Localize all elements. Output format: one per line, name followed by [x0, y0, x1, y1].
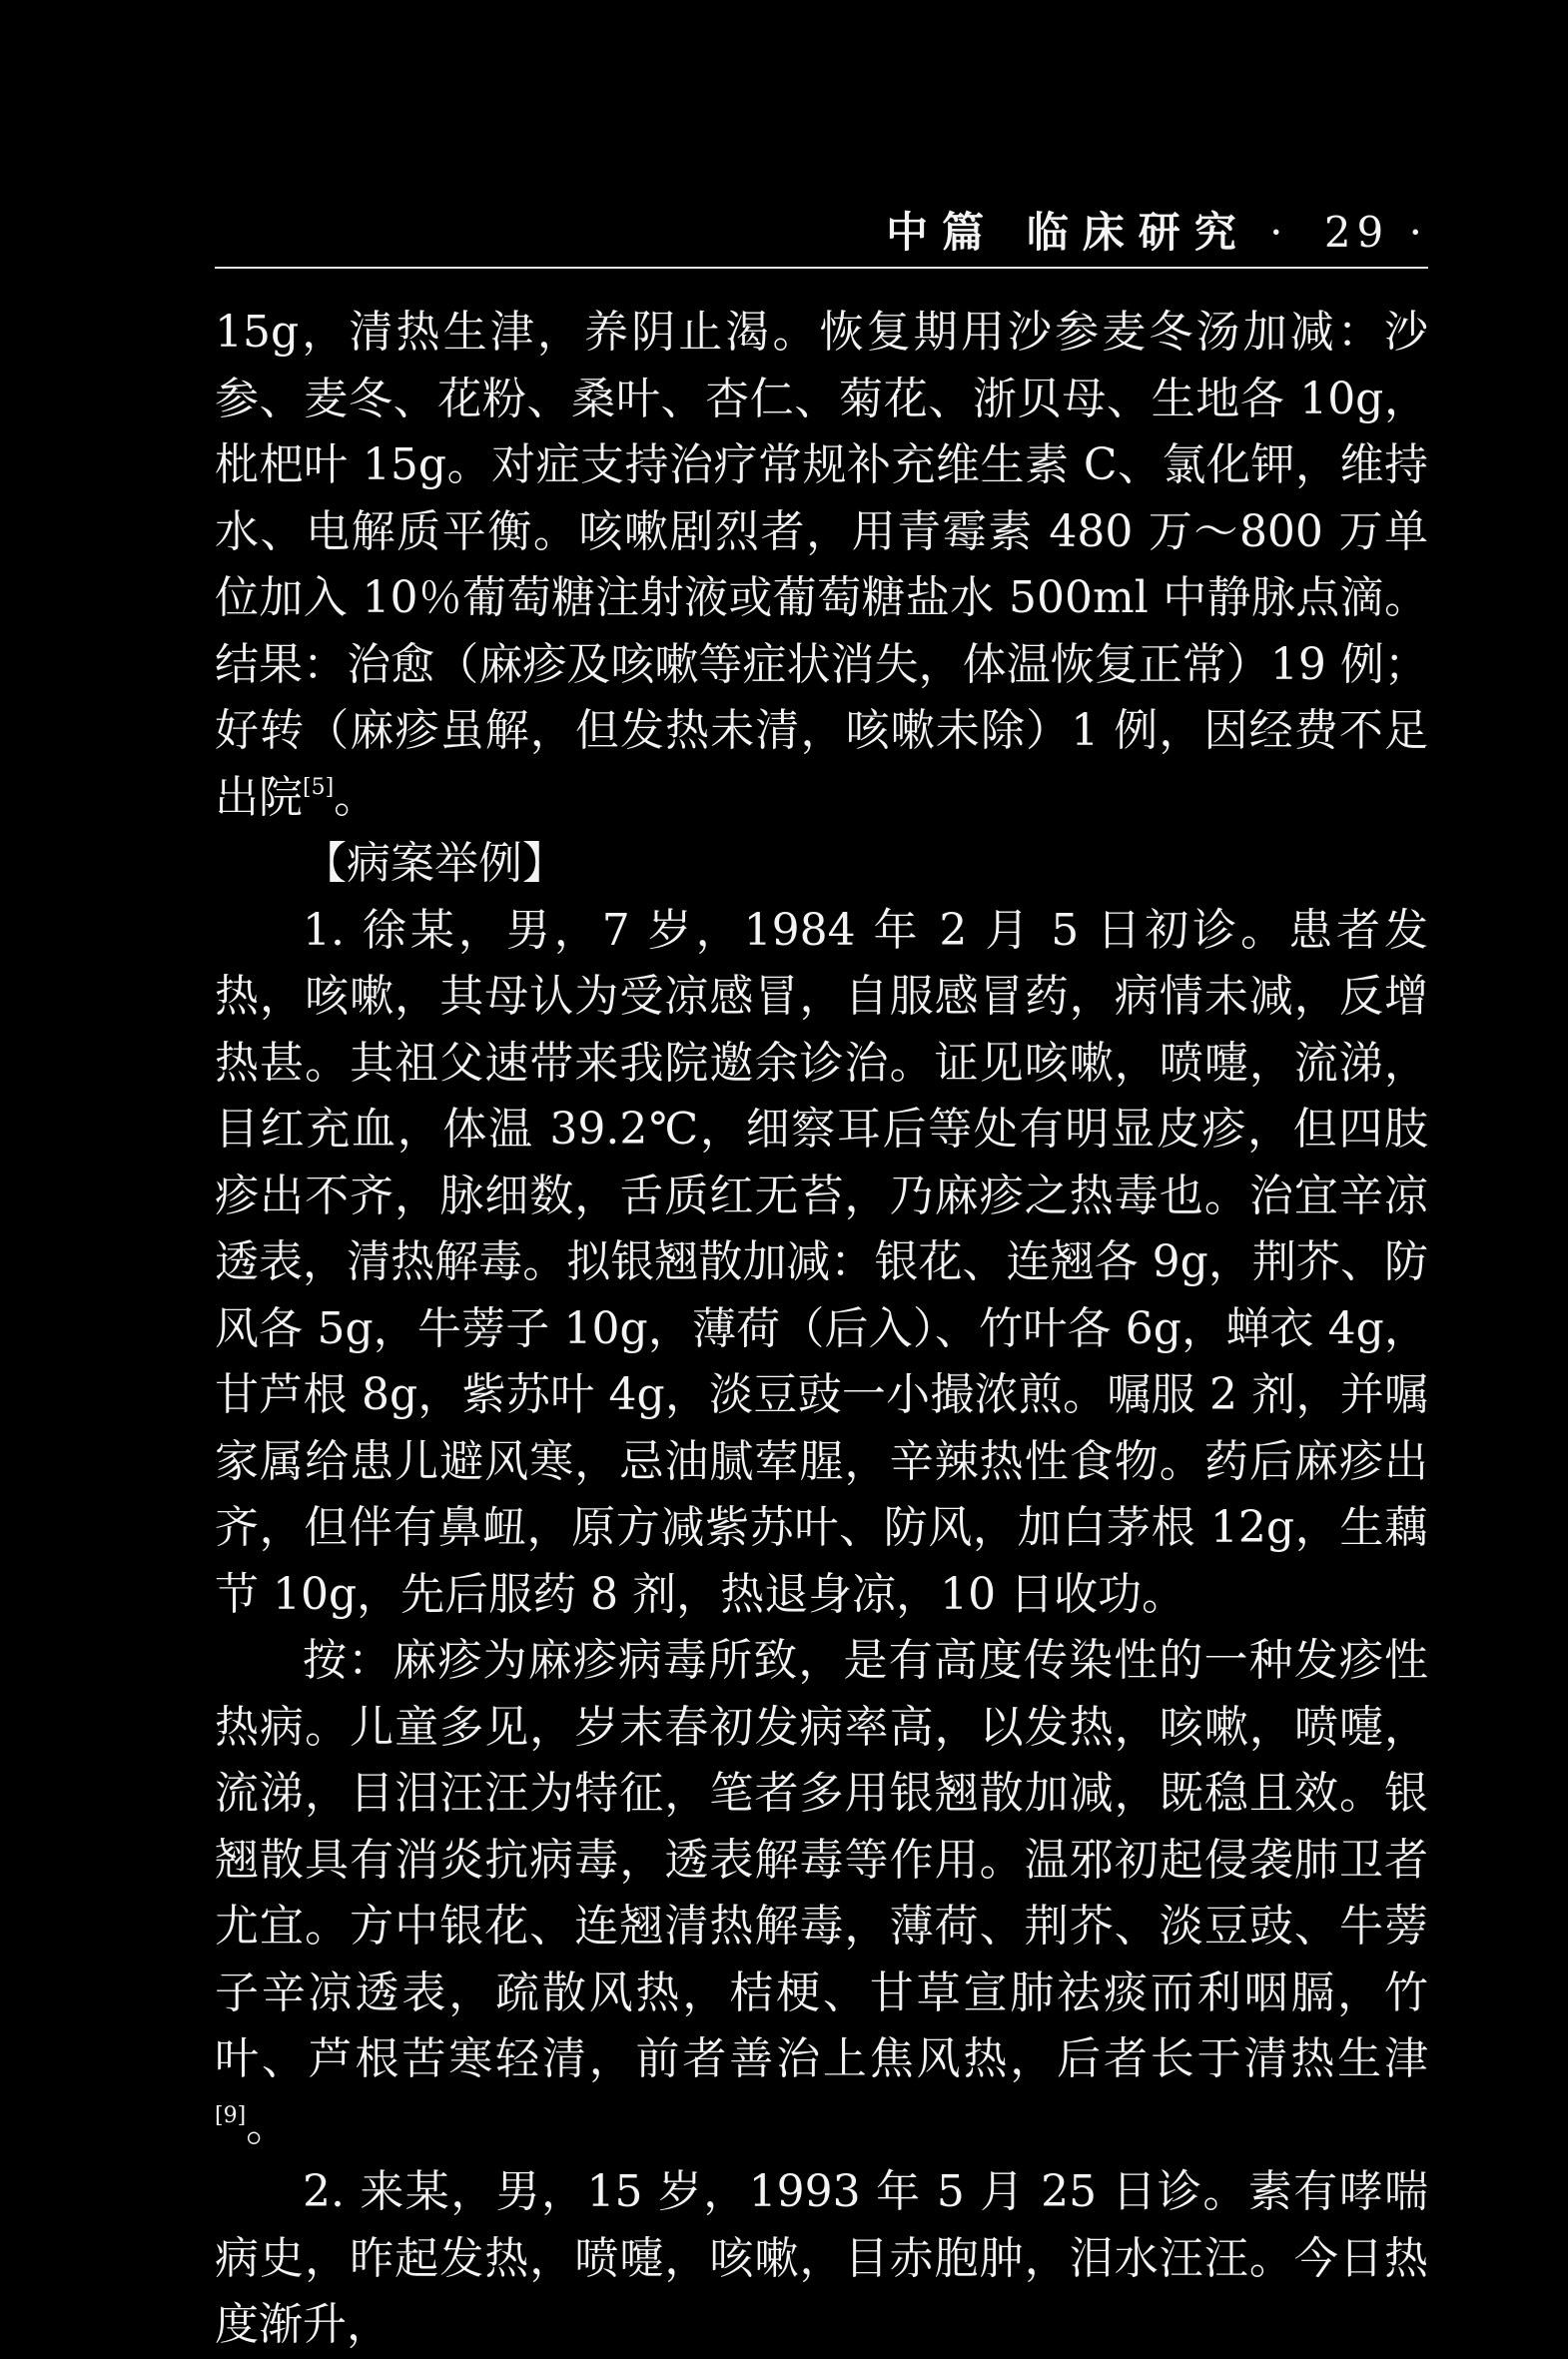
citation-ref: [5]: [303, 774, 335, 800]
header-bullet: ·: [1269, 208, 1289, 257]
commentary-paragraph: 按：麻疹为麻疹病毒所致，是有高度传染性的一种发疹性热病。儿童多见，岁末春初发病率高，以发热，咳嗽，喷嚏，流涕，目泪汪汪为特征，笔者多用银翘散加减，既稳且效。银翘散具有消炎抗病毒，透表解毒等作用。温邪初起侵袭肺卫者尤宜。方中银花、连翘清热解毒，薄荷、荆芥、淡豆豉、牛蒡子辛凉透表，疏散风热，桔梗、甘草宣肺祛痰而利咽膈，竹叶、芦根苦寒轻清，前者善治上焦风热，后者长于清热生津[9]。: [215, 1635, 1428, 2151]
journal-title: 中篇 临床研究: [886, 208, 1250, 257]
paragraph-continuation: 15g，清热生津，养阴止渴。恢复期用沙参麦冬汤加减：沙参、麦冬、花粉、桑叶、杏仁、菊花、浙贝母、生地各 10g，枇杷叶 15g。对症支持治疗常规补充维生素 C、氯化钾，维持水、电解质平衡。咳嗽剧烈者，用青霉素 480 万～800 万单位加入 10％葡萄糖注射液或葡萄糖盐水 500ml 中静脉点滴。结果：治愈（麻疹及咳嗽等症状消失，体温恢复正常）19 例；好转（麻疹虽解，但发热未清，咳嗽未除）1 例，因经费不足出院[5]。: [215, 307, 1428, 823]
page-number: 29: [1323, 208, 1390, 257]
section-heading: 【病案举例】: [303, 838, 566, 889]
case-1-paragraph: 1. 徐某，男，7 岁，1984 年 2 月 5 日初诊。患者发热，咳嗽，其母认为受凉感冒，自服感冒药，病情未减，反增热甚。其祖父速带来我院邀余诊治。证见咳嗽，喷嚏，流涕，目红充血，体温 39.2℃，细察耳后等处有明显皮疹，但四肢疹出不齐，脉细数，舌质红无苔，乃麻疹之热毒也。治宜辛凉透表，清热解毒。拟银翘散加减：银花、连翘各 9g，荆芥、防风各 5g，牛蒡子 10g，薄荷（后入）、竹叶各 6g，蝉衣 4g，甘芦根 8g，紫苏叶 4g，淡豆豉一小撮浓煎。嘱服 2 剂，并嘱家属给患儿避风寒，忌油腻荤腥，辛辣热性食物。药后麻疹出齐，但伴有鼻衄，原方减紫苏叶、防风，加白茅根 12g，生藕节 10g，先后服药 8 剂，热退身凉，10 日收功。: [215, 904, 1428, 1620]
header-bullet: ·: [1408, 208, 1428, 257]
body-text: [215, 300, 1428, 2359]
citation-ref: [9]: [215, 2102, 247, 2128]
running-header: [215, 200, 1428, 260]
header-rule: [215, 267, 1428, 269]
case-2-paragraph: 2. 来某，男，15 岁，1993 年 5 月 25 日诊。素有哮喘病史，昨起发热，喷嚏，咳嗽，目赤胞肿，泪水汪汪。今日热度渐升，: [215, 2166, 1428, 2350]
